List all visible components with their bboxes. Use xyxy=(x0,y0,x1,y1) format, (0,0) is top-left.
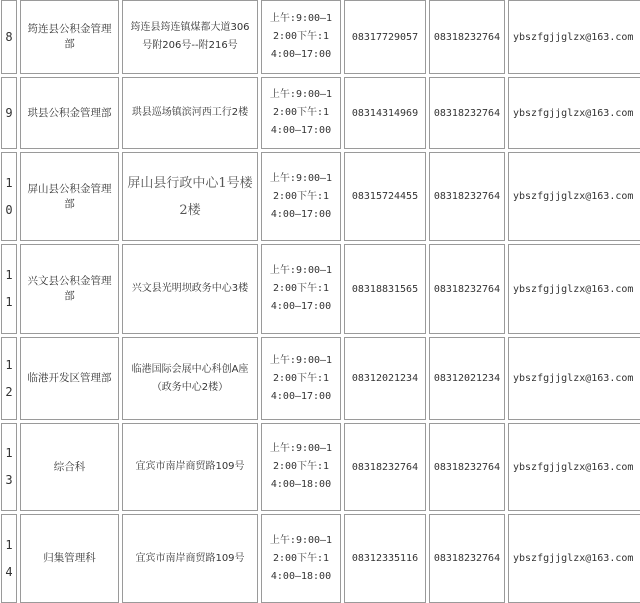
contact-email: ybszfgjjglzx@163.com xyxy=(513,373,634,384)
office-name: 屏山县公积金管理部 xyxy=(27,182,112,210)
office-address: 珙县巡场镇滨河西工行2楼 xyxy=(131,107,249,118)
contact-email: ybszfgjjglzx@163.com xyxy=(513,461,634,473)
table-row xyxy=(0,152,640,241)
table-row xyxy=(0,423,640,511)
office-hours: 上午:9:00—12:00下午:14:00—17:00 xyxy=(269,13,333,60)
complaint-phone: 08318232764 xyxy=(433,31,501,43)
office-name: 归集管理科 xyxy=(43,552,96,564)
contact-phone: 08318232764 xyxy=(351,461,419,473)
office-address: 屏山县行政中心1号楼2楼 xyxy=(127,175,253,218)
office-name: 珙县公积金管理部 xyxy=(27,106,112,119)
office-address: 宜宾市南岸商贸路109号 xyxy=(135,461,245,472)
contact-phone: 08312335116 xyxy=(351,553,419,564)
row-number: 11 xyxy=(5,268,13,309)
table-row xyxy=(0,77,640,149)
contact-phone: 08317729057 xyxy=(351,31,419,43)
complaint-phone: 08318232764 xyxy=(433,283,501,295)
office-address: 临港国际会展中心科创A座（政务中心2楼） xyxy=(131,363,249,393)
complaint-phone: 08312021234 xyxy=(433,373,501,384)
contact-email: ybszfgjjglzx@163.com xyxy=(513,553,634,564)
office-hours: 上午:9:00—12:00下午:14:00—17:00 xyxy=(269,265,333,312)
table-row xyxy=(0,337,640,420)
contact-phone: 08315724455 xyxy=(351,191,419,202)
row-number: 12 xyxy=(5,357,13,399)
table-row xyxy=(0,0,640,74)
contact-phone: 08312021234 xyxy=(351,373,419,384)
office-hours: 上午:9:00—12:00下午:14:00—18:00 xyxy=(269,534,333,582)
complaint-phone: 08318232764 xyxy=(433,461,501,473)
row-number: 8 xyxy=(5,29,13,44)
office-name: 综合科 xyxy=(53,460,86,473)
complaint-phone: 08318232764 xyxy=(433,191,501,202)
office-name: 筠连县公积金管理部 xyxy=(27,23,112,50)
contact-phone: 08318831565 xyxy=(351,283,419,295)
row-number: 9 xyxy=(5,105,13,120)
office-hours: 上午:9:00—12:00下午:14:00—18:00 xyxy=(269,443,333,490)
complaint-phone: 08318232764 xyxy=(433,107,501,119)
office-name: 临港开发区管理部 xyxy=(27,372,112,384)
office-address: 兴文县光明坝政务中心3楼 xyxy=(131,283,249,294)
contact-email: ybszfgjjglzx@163.com xyxy=(513,283,634,295)
contact-phone: 08314314969 xyxy=(351,107,419,119)
row-number: 13 xyxy=(5,446,13,487)
contact-email: ybszfgjjglzx@163.com xyxy=(513,107,634,119)
contact-email: ybszfgjjglzx@163.com xyxy=(513,191,634,202)
office-hours: 上午:9:00—12:00下午:14:00—17:00 xyxy=(269,172,333,220)
contact-email: ybszfgjjglzx@163.com xyxy=(513,31,634,43)
table-row xyxy=(0,514,640,603)
office-hours: 上午:9:00—12:00下午:14:00—17:00 xyxy=(269,89,333,136)
office-name: 兴文县公积金管理部 xyxy=(27,275,112,302)
office-address: 筠连县筠连镇煤都大道306号附206号--附216号 xyxy=(130,22,250,51)
office-hours: 上午:9:00—12:00下午:14:00—17:00 xyxy=(269,354,333,402)
complaint-phone: 08318232764 xyxy=(433,553,501,564)
row-number: 10 xyxy=(5,175,13,217)
table-row xyxy=(0,244,640,334)
row-number: 14 xyxy=(5,537,13,579)
office-address: 宜宾市南岸商贸路109号 xyxy=(135,552,245,564)
